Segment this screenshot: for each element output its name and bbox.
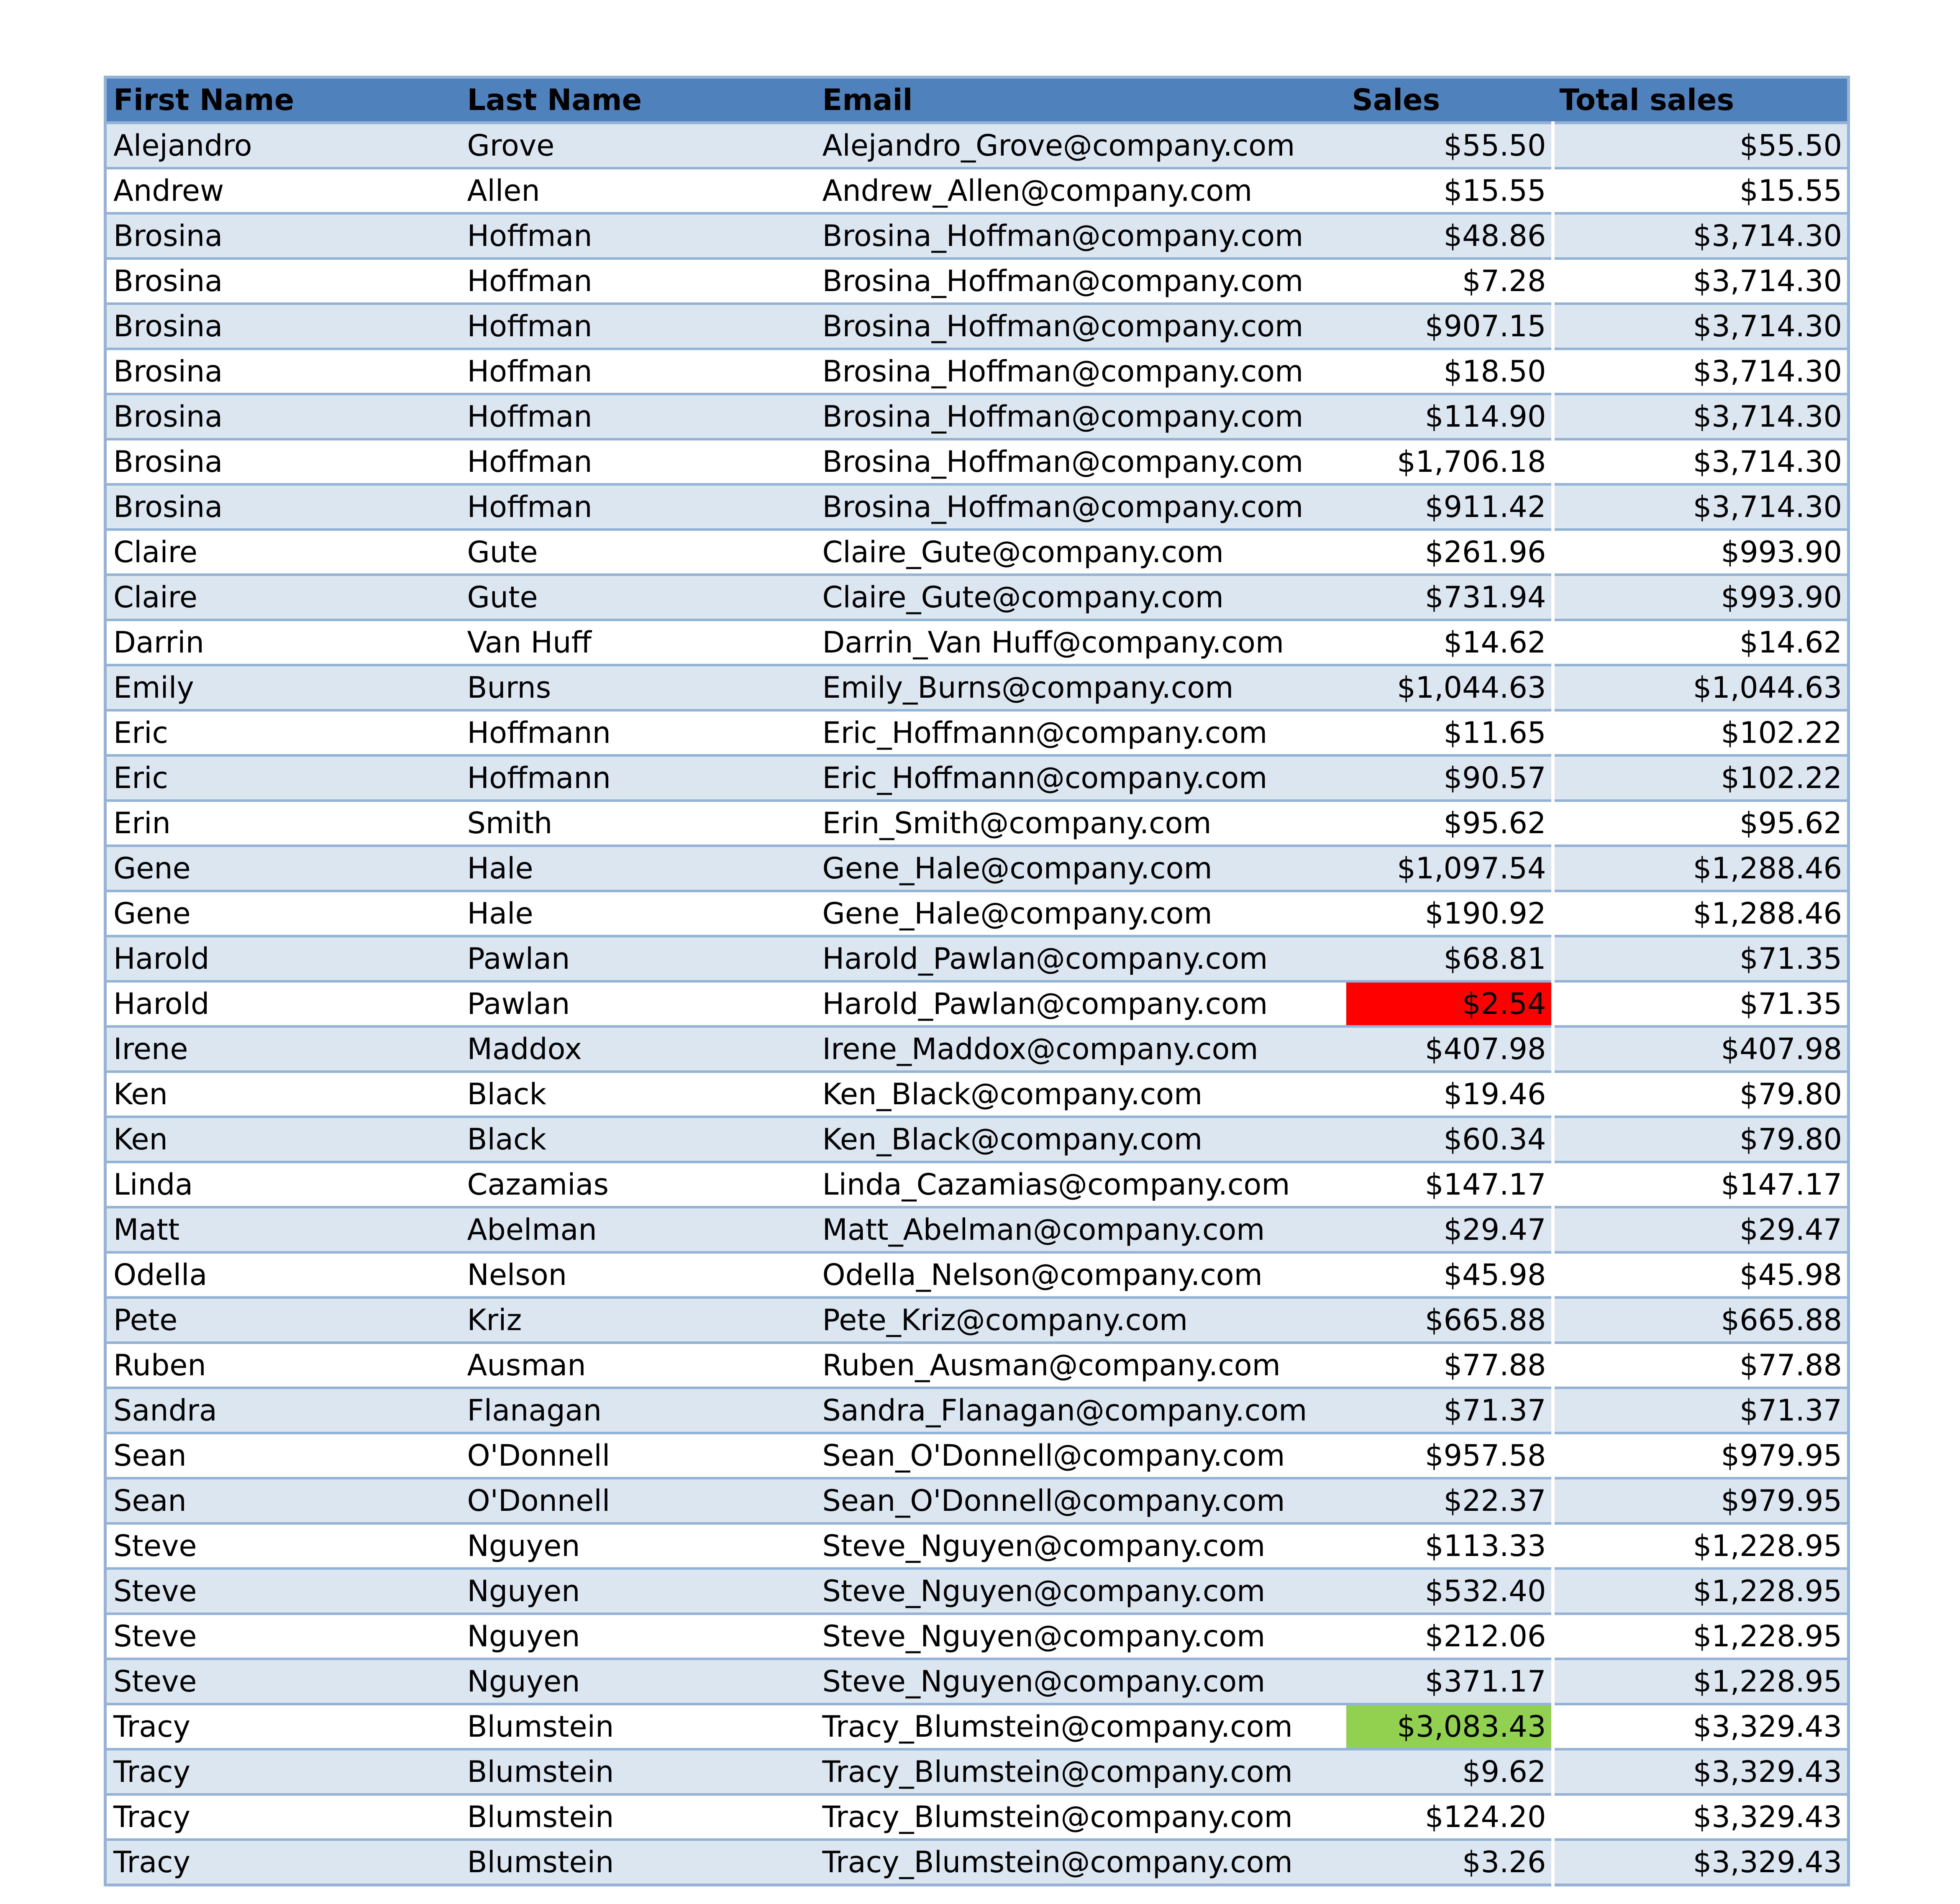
- table-row: [105, 620, 1849, 665]
- cell-total-sales[interactable]: $3,329.43: [1553, 1840, 1849, 1885]
- table-row: [105, 801, 1849, 846]
- cell-last-name[interactable]: Pawlan: [461, 981, 816, 1026]
- cell-last-name[interactable]: O'Donnell: [461, 1433, 816, 1478]
- cell-last-name[interactable]: Black: [461, 1117, 816, 1162]
- cell-sales[interactable]: $11.65: [1346, 710, 1553, 755]
- cell-first-name[interactable]: Brosina: [105, 213, 461, 258]
- cell-first-name[interactable]: Brosina: [105, 394, 461, 439]
- cell-total-sales[interactable]: $1,288.46: [1553, 846, 1849, 891]
- cell-total-sales[interactable]: $79.80: [1553, 1072, 1849, 1117]
- cell-sales[interactable]: $19.46: [1346, 1072, 1553, 1117]
- cell-last-name[interactable]: Nelson: [461, 1252, 816, 1297]
- cell-first-name[interactable]: Ruben: [105, 1343, 461, 1388]
- cell-email[interactable]: Erin_Smith@company.com: [816, 801, 1346, 846]
- cell-sales[interactable]: $911.42: [1346, 484, 1553, 530]
- cell-email[interactable]: Claire_Gute@company.com: [816, 530, 1346, 575]
- cell-total-sales[interactable]: $14.62: [1553, 620, 1849, 665]
- cell-sales[interactable]: $957.58: [1346, 1433, 1553, 1478]
- cell-total-sales[interactable]: $3,329.43: [1553, 1749, 1849, 1794]
- cell-total-sales[interactable]: $71.37: [1553, 1388, 1849, 1433]
- cell-first-name[interactable]: Claire: [105, 530, 461, 575]
- cell-sales[interactable]: $731.94: [1346, 575, 1553, 620]
- cell-sales[interactable]: $71.37: [1346, 1388, 1553, 1433]
- table-row: [105, 981, 1849, 1026]
- cell-email[interactable]: Ken_Black@company.com: [816, 1117, 1346, 1162]
- table-row: [105, 168, 1849, 213]
- cell-email[interactable]: Tracy_Blumstein@company.com: [816, 1840, 1346, 1885]
- table-header: [105, 77, 1849, 123]
- cell-total-sales[interactable]: $407.98: [1553, 1026, 1849, 1072]
- cell-total-sales[interactable]: $102.22: [1553, 710, 1849, 755]
- table-row: [105, 439, 1849, 484]
- cell-last-name[interactable]: Gute: [461, 575, 816, 620]
- cell-first-name[interactable]: Ken: [105, 1072, 461, 1117]
- cell-email[interactable]: Brosina_Hoffman@company.com: [816, 258, 1346, 304]
- cell-sales[interactable]: $532.40: [1346, 1569, 1553, 1614]
- table-row: [105, 1252, 1849, 1297]
- table-row: [105, 575, 1849, 620]
- cell-email[interactable]: Brosina_Hoffman@company.com: [816, 349, 1346, 394]
- cell-sales[interactable]: $3,083.43: [1346, 1704, 1553, 1749]
- cell-last-name[interactable]: Hale: [461, 891, 816, 936]
- cell-email[interactable]: Tracy_Blumstein@company.com: [816, 1704, 1346, 1749]
- cell-first-name[interactable]: Steve: [105, 1659, 461, 1704]
- cell-sales[interactable]: $55.50: [1346, 123, 1553, 169]
- cell-first-name[interactable]: Steve: [105, 1523, 461, 1569]
- cell-last-name[interactable]: Nguyen: [461, 1523, 816, 1569]
- cell-email[interactable]: Brosina_Hoffman@company.com: [816, 439, 1346, 484]
- cell-sales[interactable]: $371.17: [1346, 1659, 1553, 1704]
- table-row: [105, 1569, 1849, 1614]
- cell-sales[interactable]: $45.98: [1346, 1252, 1553, 1297]
- table-row: [105, 213, 1849, 258]
- cell-total-sales[interactable]: $1,288.46: [1553, 891, 1849, 936]
- cell-last-name[interactable]: Maddox: [461, 1026, 816, 1072]
- cell-first-name[interactable]: Brosina: [105, 484, 461, 530]
- cell-last-name[interactable]: Hoffmann: [461, 755, 816, 801]
- table-row: [105, 665, 1849, 710]
- cell-total-sales[interactable]: $993.90: [1553, 575, 1849, 620]
- cell-sales[interactable]: $907.15: [1346, 304, 1553, 349]
- cell-total-sales[interactable]: $1,228.95: [1553, 1659, 1849, 1704]
- cell-sales[interactable]: $190.92: [1346, 891, 1553, 936]
- cell-email[interactable]: Eric_Hoffmann@company.com: [816, 710, 1346, 755]
- table-row: [105, 1072, 1849, 1117]
- cell-email[interactable]: Odella_Nelson@company.com: [816, 1252, 1346, 1297]
- table-body: [105, 123, 1849, 1885]
- cell-email[interactable]: Matt_Abelman@company.com: [816, 1207, 1346, 1252]
- cell-first-name[interactable]: Tracy: [105, 1794, 461, 1840]
- table-row: [105, 1794, 1849, 1840]
- cell-first-name[interactable]: Steve: [105, 1569, 461, 1614]
- cell-total-sales[interactable]: $3,714.30: [1553, 349, 1849, 394]
- cell-first-name[interactable]: Eric: [105, 710, 461, 755]
- cell-sales[interactable]: $1,097.54: [1346, 846, 1553, 891]
- cell-first-name[interactable]: Emily: [105, 665, 461, 710]
- header-total-sales[interactable]: Total sales: [1553, 77, 1849, 123]
- cell-total-sales[interactable]: $3,714.30: [1553, 439, 1849, 484]
- cell-total-sales[interactable]: $71.35: [1553, 981, 1849, 1026]
- cell-last-name[interactable]: Van Huff: [461, 620, 816, 665]
- cell-last-name[interactable]: Blumstein: [461, 1794, 816, 1840]
- cell-total-sales[interactable]: $3,714.30: [1553, 304, 1849, 349]
- cell-first-name[interactable]: Brosina: [105, 258, 461, 304]
- cell-total-sales[interactable]: $665.88: [1553, 1297, 1849, 1343]
- cell-sales[interactable]: $665.88: [1346, 1297, 1553, 1343]
- table-row: [105, 1704, 1849, 1749]
- cell-total-sales[interactable]: $79.80: [1553, 1117, 1849, 1162]
- cell-email[interactable]: Tracy_Blumstein@company.com: [816, 1794, 1346, 1840]
- cell-total-sales[interactable]: $3,714.30: [1553, 213, 1849, 258]
- cell-sales[interactable]: $2.54: [1346, 981, 1553, 1026]
- table-row: [105, 710, 1849, 755]
- cell-total-sales[interactable]: $1,044.63: [1553, 665, 1849, 710]
- cell-sales[interactable]: $7.28: [1346, 258, 1553, 304]
- cell-total-sales[interactable]: $77.88: [1553, 1343, 1849, 1388]
- cell-email[interactable]: Pete_Kriz@company.com: [816, 1297, 1346, 1343]
- cell-first-name[interactable]: Tracy: [105, 1749, 461, 1794]
- cell-email[interactable]: Brosina_Hoffman@company.com: [816, 394, 1346, 439]
- table-row: [105, 1659, 1849, 1704]
- cell-email[interactable]: Ruben_Ausman@company.com: [816, 1343, 1346, 1388]
- cell-email[interactable]: Andrew_Allen@company.com: [816, 168, 1346, 213]
- cell-first-name[interactable]: Tracy: [105, 1704, 461, 1749]
- cell-first-name[interactable]: Matt: [105, 1207, 461, 1252]
- cell-email[interactable]: Steve_Nguyen@company.com: [816, 1523, 1346, 1569]
- cell-first-name[interactable]: Darrin: [105, 620, 461, 665]
- cell-email[interactable]: Irene_Maddox@company.com: [816, 1026, 1346, 1072]
- cell-email[interactable]: Eric_Hoffmann@company.com: [816, 755, 1346, 801]
- cell-first-name[interactable]: Brosina: [105, 439, 461, 484]
- cell-first-name[interactable]: Claire: [105, 575, 461, 620]
- cell-first-name[interactable]: Eric: [105, 755, 461, 801]
- cell-first-name[interactable]: Erin: [105, 801, 461, 846]
- header-sales[interactable]: Sales: [1346, 77, 1553, 123]
- cell-email[interactable]: Steve_Nguyen@company.com: [816, 1569, 1346, 1614]
- cell-first-name[interactable]: Tracy: [105, 1840, 461, 1885]
- cell-sales[interactable]: $124.20: [1346, 1794, 1553, 1840]
- cell-email[interactable]: Ken_Black@company.com: [816, 1072, 1346, 1117]
- cell-total-sales[interactable]: $979.95: [1553, 1478, 1849, 1523]
- cell-last-name[interactable]: Nguyen: [461, 1569, 816, 1614]
- cell-email[interactable]: Harold_Pawlan@company.com: [816, 981, 1346, 1026]
- cell-first-name[interactable]: Linda: [105, 1162, 461, 1207]
- cell-last-name[interactable]: Blumstein: [461, 1704, 816, 1749]
- cell-first-name[interactable]: Gene: [105, 846, 461, 891]
- cell-first-name[interactable]: Brosina: [105, 304, 461, 349]
- cell-sales[interactable]: $48.86: [1346, 213, 1553, 258]
- cell-first-name[interactable]: Sean: [105, 1433, 461, 1478]
- cell-sales[interactable]: $14.62: [1346, 620, 1553, 665]
- cell-first-name[interactable]: Alejandro: [105, 123, 461, 169]
- cell-email[interactable]: Linda_Cazamias@company.com: [816, 1162, 1346, 1207]
- cell-last-name[interactable]: Allen: [461, 168, 816, 213]
- table-row: [105, 936, 1849, 981]
- header-first-name[interactable]: First Name: [105, 77, 461, 123]
- cell-total-sales[interactable]: $3,329.43: [1553, 1794, 1849, 1840]
- cell-sales[interactable]: $29.47: [1346, 1207, 1553, 1252]
- cell-total-sales[interactable]: $979.95: [1553, 1433, 1849, 1478]
- cell-last-name[interactable]: Ausman: [461, 1343, 816, 1388]
- cell-email[interactable]: Claire_Gute@company.com: [816, 575, 1346, 620]
- cell-email[interactable]: Tracy_Blumstein@company.com: [816, 1749, 1346, 1794]
- cell-last-name[interactable]: O'Donnell: [461, 1478, 816, 1523]
- cell-first-name[interactable]: Gene: [105, 891, 461, 936]
- cell-email[interactable]: Steve_Nguyen@company.com: [816, 1614, 1346, 1659]
- cell-first-name[interactable]: Brosina: [105, 349, 461, 394]
- cell-total-sales[interactable]: $3,329.43: [1553, 1704, 1849, 1749]
- cell-total-sales[interactable]: $45.98: [1553, 1252, 1849, 1297]
- cell-sales[interactable]: $114.90: [1346, 394, 1553, 439]
- table-row: [105, 258, 1849, 304]
- cell-first-name[interactable]: Sandra: [105, 1388, 461, 1433]
- cell-first-name[interactable]: Harold: [105, 981, 461, 1026]
- cell-last-name[interactable]: Hale: [461, 846, 816, 891]
- table-row: [105, 1614, 1849, 1659]
- cell-last-name[interactable]: Abelman: [461, 1207, 816, 1252]
- cell-email[interactable]: Sean_O'Donnell@company.com: [816, 1433, 1346, 1478]
- cell-last-name[interactable]: Blumstein: [461, 1840, 816, 1885]
- table-row: [105, 1297, 1849, 1343]
- cell-last-name[interactable]: Burns: [461, 665, 816, 710]
- cell-sales[interactable]: $90.57: [1346, 755, 1553, 801]
- cell-email[interactable]: Brosina_Hoffman@company.com: [816, 304, 1346, 349]
- cell-sales[interactable]: $407.98: [1346, 1026, 1553, 1072]
- table-row: [105, 1026, 1849, 1072]
- cell-email[interactable]: Harold_Pawlan@company.com: [816, 936, 1346, 981]
- cell-last-name[interactable]: Pawlan: [461, 936, 816, 981]
- cell-last-name[interactable]: Hoffmann: [461, 710, 816, 755]
- table-row: [105, 349, 1849, 394]
- table-row: [105, 1523, 1849, 1569]
- table-row: [105, 1478, 1849, 1523]
- cell-last-name[interactable]: Nguyen: [461, 1614, 816, 1659]
- cell-total-sales[interactable]: $1,228.95: [1553, 1523, 1849, 1569]
- cell-sales[interactable]: $77.88: [1346, 1343, 1553, 1388]
- cell-last-name[interactable]: Gute: [461, 530, 816, 575]
- cell-total-sales[interactable]: $102.22: [1553, 755, 1849, 801]
- table-row: [105, 755, 1849, 801]
- table-row: [105, 123, 1849, 169]
- table-row: [105, 394, 1849, 439]
- cell-total-sales[interactable]: $1,228.95: [1553, 1569, 1849, 1614]
- cell-total-sales[interactable]: $15.55: [1553, 168, 1849, 213]
- cell-sales[interactable]: $261.96: [1346, 530, 1553, 575]
- cell-email[interactable]: Gene_Hale@company.com: [816, 846, 1346, 891]
- cell-last-name[interactable]: Smith: [461, 801, 816, 846]
- cell-sales[interactable]: $9.62: [1346, 1749, 1553, 1794]
- cell-sales[interactable]: $60.34: [1346, 1117, 1553, 1162]
- table-row: [105, 1162, 1849, 1207]
- table-row: [105, 1840, 1849, 1885]
- cell-total-sales[interactable]: $71.35: [1553, 936, 1849, 981]
- table-row: [105, 1207, 1849, 1252]
- cell-sales[interactable]: $3.26: [1346, 1840, 1553, 1885]
- cell-first-name[interactable]: Pete: [105, 1297, 461, 1343]
- cell-sales[interactable]: $68.81: [1346, 936, 1553, 981]
- cell-total-sales[interactable]: $3,714.30: [1553, 394, 1849, 439]
- cell-last-name[interactable]: Hoffman: [461, 349, 816, 394]
- cell-total-sales[interactable]: $1,228.95: [1553, 1614, 1849, 1659]
- cell-total-sales[interactable]: $993.90: [1553, 530, 1849, 575]
- cell-sales[interactable]: $15.55: [1346, 168, 1553, 213]
- table-row: [105, 1343, 1849, 1388]
- cell-sales[interactable]: $1,706.18: [1346, 439, 1553, 484]
- cell-email[interactable]: Steve_Nguyen@company.com: [816, 1659, 1346, 1704]
- cell-email[interactable]: Sean_O'Donnell@company.com: [816, 1478, 1346, 1523]
- table-row: [105, 891, 1849, 936]
- table-row: [105, 1388, 1849, 1433]
- cell-last-name[interactable]: Hoffman: [461, 439, 816, 484]
- cell-last-name[interactable]: Blumstein: [461, 1749, 816, 1794]
- cell-first-name[interactable]: Harold: [105, 936, 461, 981]
- cell-last-name[interactable]: Nguyen: [461, 1659, 816, 1704]
- cell-email[interactable]: Brosina_Hoffman@company.com: [816, 213, 1346, 258]
- table-row: [105, 1117, 1849, 1162]
- cell-total-sales[interactable]: $29.47: [1553, 1207, 1849, 1252]
- cell-email[interactable]: Brosina_Hoffman@company.com: [816, 484, 1346, 530]
- cell-last-name[interactable]: Hoffman: [461, 484, 816, 530]
- cell-first-name[interactable]: Sean: [105, 1478, 461, 1523]
- cell-first-name[interactable]: Odella: [105, 1252, 461, 1297]
- cell-email[interactable]: Gene_Hale@company.com: [816, 891, 1346, 936]
- cell-sales[interactable]: $22.37: [1346, 1478, 1553, 1523]
- cell-total-sales[interactable]: $3,714.30: [1553, 258, 1849, 304]
- cell-last-name[interactable]: Hoffman: [461, 304, 816, 349]
- table-row: [105, 1749, 1849, 1794]
- cell-last-name[interactable]: Hoffman: [461, 213, 816, 258]
- table-row: [105, 530, 1849, 575]
- table-row: [105, 846, 1849, 891]
- cell-sales[interactable]: $1,044.63: [1346, 665, 1553, 710]
- header-row: [105, 77, 1849, 123]
- cell-first-name[interactable]: Ken: [105, 1117, 461, 1162]
- header-email[interactable]: Email: [816, 77, 1346, 123]
- cell-last-name[interactable]: Flanagan: [461, 1388, 816, 1433]
- cell-email[interactable]: Sandra_Flanagan@company.com: [816, 1388, 1346, 1433]
- table-row: [105, 304, 1849, 349]
- cell-email[interactable]: Darrin_Van Huff@company.com: [816, 620, 1346, 665]
- sales-table: [104, 76, 1850, 1886]
- header-last-name[interactable]: Last Name: [461, 77, 816, 123]
- cell-email[interactable]: Emily_Burns@company.com: [816, 665, 1346, 710]
- cell-total-sales[interactable]: $55.50: [1553, 123, 1849, 169]
- cell-total-sales[interactable]: $95.62: [1553, 801, 1849, 846]
- cell-first-name[interactable]: Steve: [105, 1614, 461, 1659]
- table-row: [105, 484, 1849, 530]
- cell-sales[interactable]: $212.06: [1346, 1614, 1553, 1659]
- cell-sales[interactable]: $113.33: [1346, 1523, 1553, 1569]
- cell-sales[interactable]: $147.17: [1346, 1162, 1553, 1207]
- cell-first-name[interactable]: Andrew: [105, 168, 461, 213]
- cell-last-name[interactable]: Hoffman: [461, 258, 816, 304]
- cell-last-name[interactable]: Grove: [461, 123, 816, 169]
- cell-last-name[interactable]: Hoffman: [461, 394, 816, 439]
- table-row: [105, 1433, 1849, 1478]
- cell-total-sales[interactable]: $3,714.30: [1553, 484, 1849, 530]
- cell-last-name[interactable]: Kriz: [461, 1297, 816, 1343]
- cell-sales[interactable]: $95.62: [1346, 801, 1553, 846]
- cell-last-name[interactable]: Cazamias: [461, 1162, 816, 1207]
- cell-total-sales[interactable]: $147.17: [1553, 1162, 1849, 1207]
- cell-email[interactable]: Alejandro_Grove@company.com: [816, 123, 1346, 169]
- cell-first-name[interactable]: Irene: [105, 1026, 461, 1072]
- cell-sales[interactable]: $18.50: [1346, 349, 1553, 394]
- cell-last-name[interactable]: Black: [461, 1072, 816, 1117]
